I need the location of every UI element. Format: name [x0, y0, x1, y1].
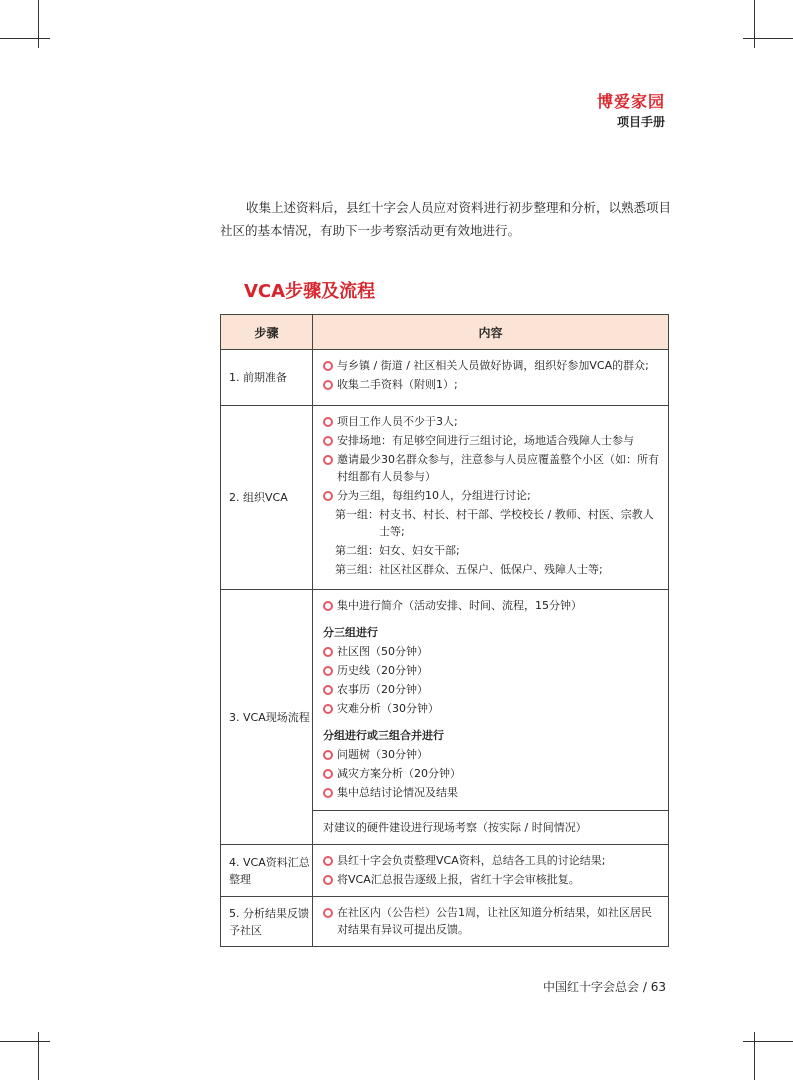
- crop-mark-top-left-h: [0, 38, 50, 39]
- page-header: [597, 93, 665, 130]
- crop-mark-bottom-right-h: [743, 1041, 793, 1042]
- list-item: 在社区内（公告栏）公告1周，让社区知道分析结果，如社区居民对结果有异议可提出反馈。: [323, 904, 660, 938]
- table-row: [221, 590, 669, 811]
- list-item: 历史线（20分钟）: [323, 662, 660, 679]
- page-footer: 中国红十字会总会 / 63: [543, 980, 666, 994]
- table-row: [221, 350, 669, 406]
- step-cell: 5. 分析结果反馈予社区: [221, 897, 313, 947]
- table-row: [221, 845, 669, 897]
- crop-mark-top-right-v: [754, 0, 755, 48]
- list-item: 将VCA汇总报告逐级上报，省红十字会审核批复。: [323, 871, 660, 888]
- vca-steps-table: [220, 314, 669, 947]
- list-item: 安排场地：有足够空间进行三组讨论，场地适合残障人士参与: [323, 432, 660, 449]
- section-title: VCA步骤及流程: [244, 281, 376, 302]
- table-row: [221, 406, 669, 590]
- step-cell: 1. 前期准备: [221, 350, 313, 406]
- list-item: 农事历（20分钟）: [323, 681, 660, 698]
- header-content: 内容: [313, 315, 669, 350]
- table-row: [221, 897, 669, 947]
- content-cell: [313, 897, 669, 947]
- crop-mark-bottom-right-v: [754, 1032, 755, 1080]
- list-item: 问题树（30分钟）: [323, 746, 660, 763]
- header-step: 步骤: [221, 315, 313, 350]
- content-cell: [313, 845, 669, 897]
- site-visit-line: 对建议的硬件建设进行现场考察（按实际 / 时间情况）: [323, 821, 587, 834]
- content-cell: [313, 811, 669, 845]
- group-line: 第一组：村支书、村长、村干部、学校校长 / 教师、村医、宗教人士等;: [335, 508, 654, 538]
- crop-mark-bottom-left-h: [0, 1041, 50, 1042]
- group-line: 第二组：妇女、妇女干部;: [335, 544, 460, 557]
- group-line: 第三组：社区社区群众、五保户、低保户、残障人士等;: [335, 563, 603, 576]
- list-item: 集中进行简介（活动安排、时间、流程，15分钟）: [323, 597, 660, 614]
- list-item: 集中总结讨论情况及结果: [323, 784, 660, 801]
- list-item: 收集二手资料（附则1）;: [323, 376, 660, 393]
- subheading: 分组进行或三组合并进行: [323, 729, 444, 742]
- list-item: 社区图（50分钟）: [323, 643, 660, 660]
- table-header-row: [221, 315, 669, 350]
- content-cell: [313, 406, 669, 590]
- step-cell: 2. 组织VCA: [221, 406, 313, 590]
- list-item: 县红十字会负责整理VCA资料，总结各工具的讨论结果;: [323, 852, 660, 869]
- step-cell: 4. VCA资料汇总整理: [221, 845, 313, 897]
- step-cell: 3. VCA现场流程: [221, 590, 313, 845]
- intro-paragraph: 收集上述资料后，县红十字会人员应对资料进行初步整理和分析，以熟悉项目社区的基本情况，有助下一步考察活动更有效地进行。: [220, 200, 672, 238]
- subheading: 分三组进行: [323, 626, 378, 639]
- crop-mark-top-left-v: [38, 0, 39, 48]
- list-item: 灾难分析（30分钟）: [323, 700, 660, 717]
- header-title: 博爱家园: [596, 92, 665, 111]
- list-item: 项目工作人员不少于3人;: [323, 413, 660, 430]
- crop-mark-bottom-left-v: [38, 1032, 39, 1080]
- list-item: 分为三组，每组约10人，分组进行讨论;: [323, 487, 660, 504]
- list-item: 减灾方案分析（20分钟）: [323, 765, 660, 782]
- list-item: 邀请最少30名群众参与，注意参与人员应覆盖整个小区（如：所有村组都有人员参与）: [323, 451, 660, 485]
- content-cell: [313, 590, 669, 811]
- content-cell: [313, 350, 669, 406]
- crop-mark-top-right-h: [743, 38, 793, 39]
- list-item: 与乡镇 / 街道 / 社区相关人员做好协调，组织好参加VCA的群众;: [323, 357, 660, 374]
- header-subtitle: 项目手册: [616, 115, 665, 129]
